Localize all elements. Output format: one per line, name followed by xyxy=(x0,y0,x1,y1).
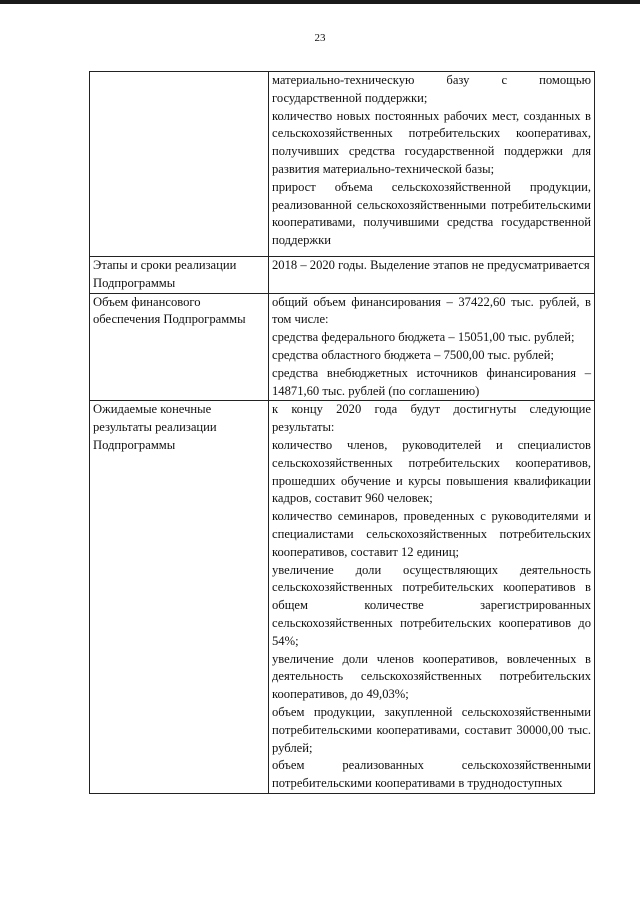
top-border-line xyxy=(0,0,640,4)
result-text: объем продукции, закупленной сельскохозяйственными потребительскими кооперативами, составит 30000,00 тыс. рублей; xyxy=(272,704,591,755)
indicator-text: количество новых постоянных рабочих мест, созданных в сельскохозяйственных потребительских кооперативах, получивших средства государственной поддержки для развития материально-технической базы; xyxy=(272,108,591,176)
row-value-indicators xyxy=(269,72,595,257)
table-row xyxy=(90,293,595,401)
row-label-empty xyxy=(90,72,269,257)
financing-text: средства внебюджетных источников финансирования – 14871,60 тыс. рублей (по соглашению) xyxy=(272,365,591,398)
stages-text: 2018 – 2020 годы. Выделение этапов не предусматривается xyxy=(272,258,590,272)
indicator-text: материально-техническую базу с помощью государственной поддержки; xyxy=(272,73,591,105)
indicator-text: прирост объема сельскохозяйственной продукции, реализованной сельскохозяйственными потребительскими кооперативами, получившими средства государственной поддержки xyxy=(272,179,591,248)
table-row xyxy=(90,72,595,257)
passport-table xyxy=(89,71,595,794)
result-text: увеличение доли осуществляющих деятельность сельскохозяйственных потребительских кооперативов в общем количестве зарегистрированных сельскохозяйственных потребительских кооперативов до 54%; xyxy=(272,562,591,648)
result-text: объем реализованных сельскохозяйственными потребительскими кооперативами в труднодоступных xyxy=(272,758,591,791)
result-text: увеличение доли членов кооперативов, вовлеченных в деятельность сельскохозяйственных потребительских кооперативов, до 49,03%; xyxy=(272,651,591,702)
row-value-financing xyxy=(269,293,595,401)
row-value-results xyxy=(269,401,595,794)
row-label-results: Ожидаемые конечные результаты реализации Подпрограммы xyxy=(90,401,269,794)
row-label-stages: Этапы и сроки реализации Подпрограммы xyxy=(90,257,269,294)
financing-text: средства областного бюджета – 7500,00 тыс. рублей; xyxy=(272,347,554,362)
result-text: количество семинаров, проведенных с руководителями и специалистами сельскохозяйственных потребительских кооперативов, составит 12 единиц; xyxy=(272,509,591,559)
financing-text: общий объем финансирования – 37422,60 тыс. рублей, в том числе: xyxy=(272,294,591,327)
table-row xyxy=(90,401,595,794)
result-text: к концу 2020 года будут достигнуты следующие результаты: xyxy=(272,402,591,435)
financing-text: средства федерального бюджета – 15051,00 тыс. рублей; xyxy=(272,330,575,345)
row-value-stages xyxy=(269,257,595,294)
result-text: количество членов, руководителей и специалистов сельскохозяйственных потребительских кооперативов, прошедших обучение и курсы повышения квалификации кадров, составит 960 человек; xyxy=(272,437,591,506)
row-label-financing: Объем финансового обеспечения Подпрограммы xyxy=(90,293,269,401)
page-number: 23 xyxy=(314,32,326,44)
table-row xyxy=(90,257,595,294)
